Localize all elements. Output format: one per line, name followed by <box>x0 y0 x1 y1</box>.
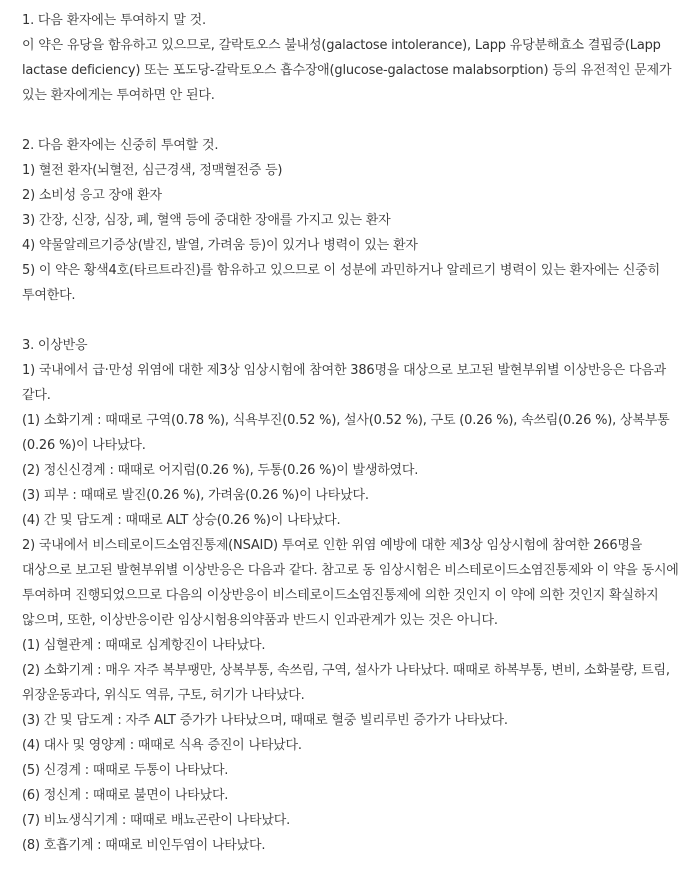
section-heading: 3. 이상반응 <box>22 338 88 353</box>
section-precautions <box>22 133 681 308</box>
section-heading: 1. 다음 환자에는 투여하지 말 것. <box>22 13 206 28</box>
spacer <box>22 108 681 133</box>
list-item: (4) 대사 및 영양계 : 때때로 식욕 증진이 나타났다. <box>22 738 302 753</box>
spacer <box>22 308 681 333</box>
list-item: (5) 신경계 : 때때로 두통이 나타났다. <box>22 763 229 778</box>
list-item: (3) 피부 : 때때로 발진(0.26 %), 가려움(0.26 %)이 나타났다. <box>22 488 369 503</box>
list-item: 1) 혈전 환자(뇌혈전, 심근경색, 정맥혈전증 등) <box>22 163 283 178</box>
paragraph: 이 약은 유당을 함유하고 있으므로, 갈락토오스 불내성(galactose intolerance), Lapp 유당분해효소 결핍증(Lapp lactase deficiency) 또는 포도당-갈락토오스 흡수장애(glucose-galactose malabsorption) 등의 유전적인 문제가 있는 환자에게는 투여하면 안 된다. <box>22 38 672 103</box>
section-heading: 2. 다음 환자에는 신중히 투여할 것. <box>22 138 219 153</box>
section-adverse-reactions <box>22 333 681 858</box>
list-item: 2) 국내에서 비스테로이드소염진통제(NSAID) 투여로 인한 위염 예방에 대한 제3상 임상시험에 참여한 266명을 대상으로 보고된 발현부위별 이상반응은 다음과 같다. 참고로 동 임상시험은 비스테로이드소염진통제와 이 약을 동시에 투여하며 진행되었으므로 다음의 이상반응이 비스테로이드소염진통제에 의한 것인지 이 약에 의한 것인지 확실하지 않으며, 또한, 이상반응이란 임상시험용의약품과 반드시 인과관계가 있는 것은 아니다. <box>22 538 679 628</box>
list-item: (3) 간 및 담도계 : 자주 ALT 증가가 나타났으며, 때때로 혈중 빌리루빈 증가가 나타났다. <box>22 713 508 728</box>
list-item: 2) 소비성 응고 장애 환자 <box>22 188 162 203</box>
section-contraindications <box>22 8 681 108</box>
list-item: (7) 비뇨생식기계 : 때때로 배뇨곤란이 나타났다. <box>22 813 291 828</box>
list-item: 4) 약물알레르기증상(발진, 발열, 가려움 등)이 있거나 병력이 있는 환자 <box>22 238 418 253</box>
list-item: (8) 호흡기계 : 때때로 비인두염이 나타났다. <box>22 838 266 853</box>
list-item: (6) 정신계 : 때때로 불면이 나타났다. <box>22 788 229 803</box>
list-item: 3) 간장, 신장, 심장, 폐, 혈액 등에 중대한 장애를 가지고 있는 환자 <box>22 213 391 228</box>
list-item: 1) 국내에서 급·만성 위염에 대한 제3상 임상시험에 참여한 386명을 대상으로 보고된 발현부위별 이상반응은 다음과 같다. <box>22 363 667 403</box>
list-item: (1) 심혈관계 : 때때로 심계항진이 나타났다. <box>22 638 266 653</box>
list-item: (4) 간 및 담도계 : 때때로 ALT 상승(0.26 %)이 나타났다. <box>22 513 341 528</box>
list-item: (2) 소화기계 : 매우 자주 복부팽만, 상복부통, 속쓰림, 구역, 설사가 나타났다. 때때로 하복부통, 변비, 소화불량, 트림, 위장운동과다, 위식도 역류, 구토, 허기가 나타났다. <box>22 663 670 703</box>
list-item: 5) 이 약은 황색4호(타르트라진)를 함유하고 있으므로 이 성분에 과민하거나 알레르기 병력이 있는 환자에는 신중히 투여한다. <box>22 263 660 303</box>
list-item: (2) 정신신경계 : 때때로 어지럼(0.26 %), 두통(0.26 %)이 발생하였다. <box>22 463 419 478</box>
list-item: (1) 소화기계 : 때때로 구역(0.78 %), 식욕부진(0.52 %), 설사(0.52 %), 구토 (0.26 %), 속쓰림(0.26 %), 상복부통(0.26 %)이 나타났다. <box>22 413 670 453</box>
